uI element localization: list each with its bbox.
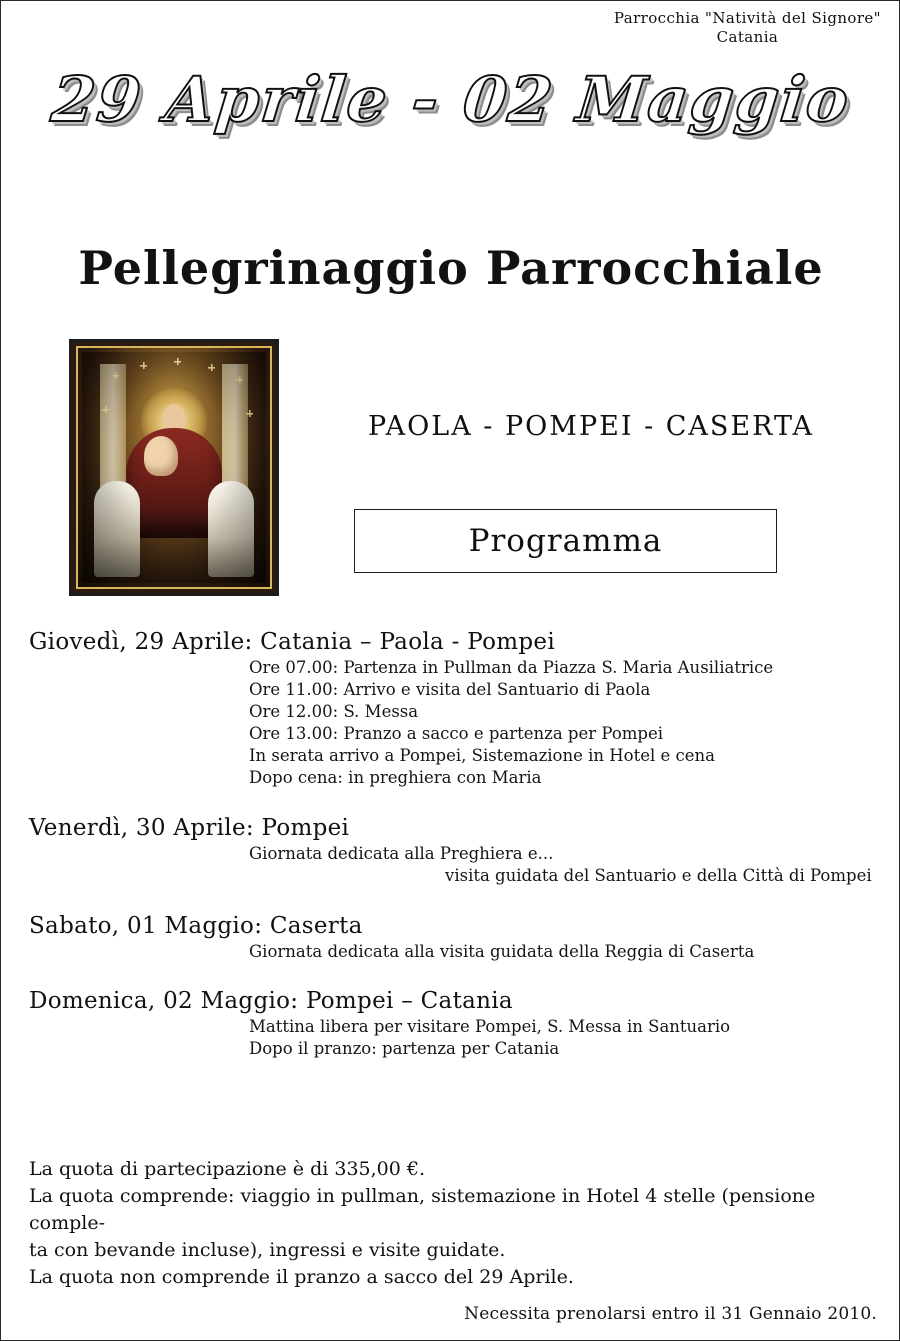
painting-vignette (82, 352, 266, 583)
schedule-line: Dopo il pranzo: partenza per Catania (249, 1039, 560, 1059)
parish-name: Parrocchia "Natività del Signore" (613, 9, 881, 27)
schedule-day-title: Venerdì, 30 Aprile: Pompei (29, 814, 350, 841)
booking-deadline-note: Necessita prenolarsi entro il 31 Gennaio 2010. (464, 1304, 877, 1324)
schedule-day (29, 988, 889, 1060)
schedule-day (29, 913, 889, 963)
page-title: Pellegrinaggio Parrocchiale (78, 241, 824, 295)
price-line: ta con bevande incluse), ingressi e visite guidate. (29, 1238, 506, 1261)
painting-inner-frame (76, 346, 272, 589)
schedule-day-lines (29, 657, 889, 789)
schedule-line: Giornata dedicata alla visita guidata della Reggia di Caserta (249, 941, 755, 961)
programma-heading-box (354, 509, 777, 573)
schedule-line: Giornata dedicata alla Preghiera e... (249, 843, 554, 863)
dates-banner: 29 Aprile - 02 Maggio (48, 63, 854, 136)
schedule-line: Ore 13.00: Pranzo a sacco e partenza per Pompei (249, 723, 664, 743)
schedule-line: visita guidata del Santuario e della Città di Pompei (445, 865, 872, 885)
price-line: La quota di partecipazione è di 335,00 €. (29, 1158, 426, 1180)
schedule-day-lines (29, 941, 889, 963)
price-line: La quota non comprende il pranzo a sacco del 29 Aprile. (29, 1265, 574, 1288)
programma-label: Programma (468, 523, 663, 559)
route-subtitle: PAOLA - POMPEI - CASERTA (367, 411, 815, 442)
schedule-line: Ore 12.00: S. Messa (249, 701, 419, 721)
price-details (29, 1156, 879, 1291)
schedule-day (29, 815, 889, 887)
price-line: La quota comprende: viaggio in pullman, sistemazione in Hotel 4 stelle (pensione comple- (29, 1184, 816, 1234)
schedule-day-lines (29, 843, 889, 887)
schedule-line: Dopo cena: in preghiera con Maria (249, 767, 542, 787)
madonna-painting-image (69, 339, 279, 596)
schedule-day (29, 629, 889, 789)
schedule-day-title: Giovedì, 29 Aprile: Catania – Paola - Pompei (29, 629, 555, 655)
schedule-list (29, 629, 889, 1060)
parish-header (614, 9, 881, 47)
schedule-day-title: Domenica, 02 Maggio: Pompei – Catania (29, 988, 513, 1015)
schedule-day-title: Sabato, 01 Maggio: Caserta (29, 912, 363, 939)
schedule-line: Ore 07.00: Partenza in Pullman da Piazza S. Maria Ausiliatrice (249, 658, 774, 677)
parish-city: Catania (716, 27, 779, 46)
schedule-line: In serata arrivo a Pompei, Sistemazione in Hotel e cena (249, 745, 715, 765)
schedule-day-lines (29, 1016, 889, 1060)
schedule-line: Mattina libera per visitare Pompei, S. Messa in Santuario (249, 1017, 731, 1037)
schedule-line: Ore 11.00: Arrivo e visita del Santuario di Paola (249, 679, 651, 699)
